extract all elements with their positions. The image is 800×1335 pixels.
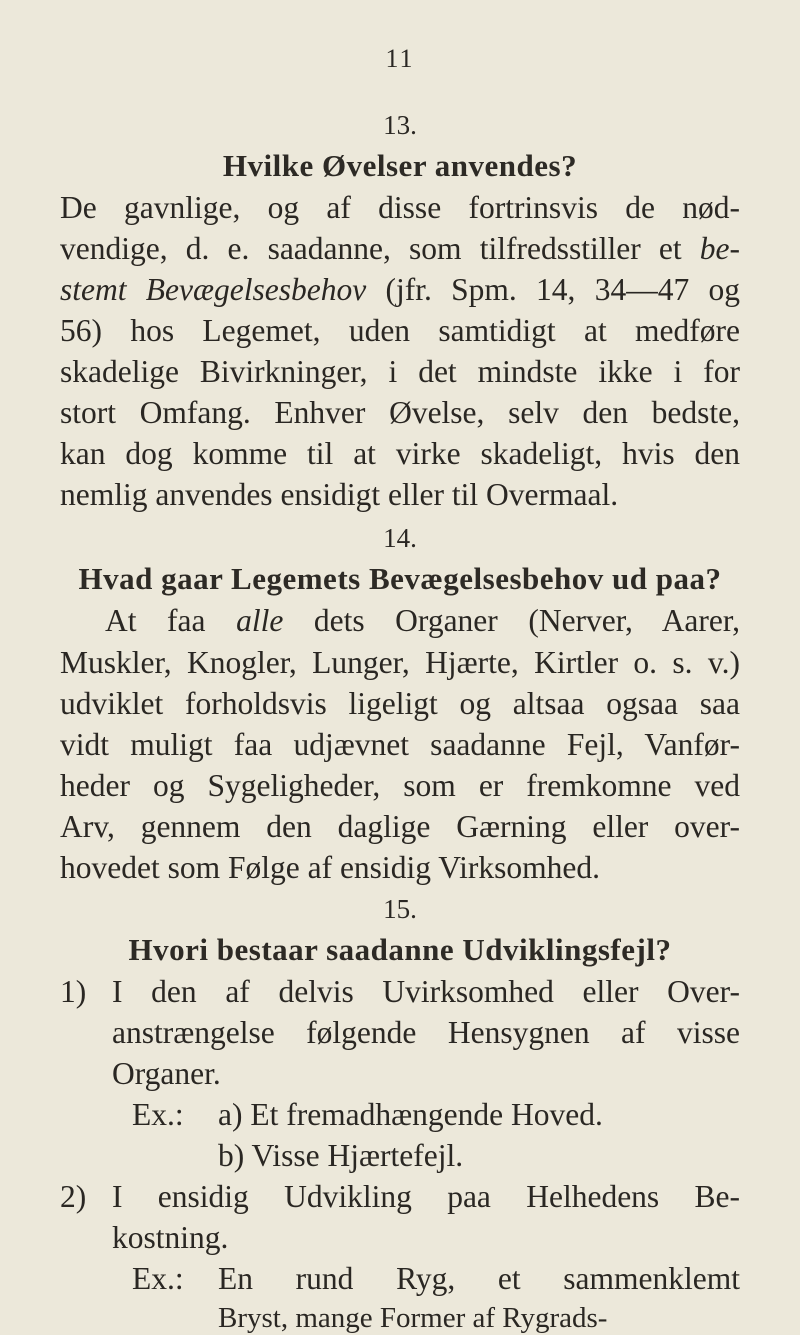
example-label: Ex.: [132,1097,184,1132]
text-line: stemt Bevægelsesbehov (jfr. Spm. 14, 34—47 og [60,272,740,307]
text-line: udviklet forholdsvis ligeligt og altsaa ogsaa saa [60,686,740,721]
list-item-text: I ensidig Udvikling paa Helhedens Be- [112,1179,740,1214]
list-item-text: Organer. [112,1056,221,1091]
text-line: stort Omfang. Enhver Øvelse, selv den bedste, [60,395,740,430]
section-number-13: 13. [383,110,417,140]
list-marker: 1) [60,974,87,1009]
list-item-text: I den af delvis Uvirksomhed eller Over- [112,974,740,1009]
text-line: Arv, gennem den daglige Gærning eller over- [60,809,740,844]
text-line: kan dog komme til at virke skadeligt, hvis den [60,436,740,471]
example-text: Bryst, mange Former af Rygrads- [218,1302,608,1334]
list-marker: 2) [60,1179,87,1214]
example-text: En rund Ryg, et sammenklemt [218,1261,740,1296]
text-line: vendige, d. e. saadanne, som tilfredsstiller et be- [60,231,740,266]
example-text: b) Visse Hjærtefejl. [218,1138,464,1173]
text-line: hovedet som Følge af ensidig Virksomhed. [60,850,600,885]
text-line: nemlig anvendes ensidigt eller til Overmaal. [60,477,619,512]
section-number-15: 15. [383,894,417,924]
section-heading-13: Hvilke Øvelser anvendes? [222,148,578,183]
text-line: heder og Sygeligheder, som er fremkomne ved [60,768,740,803]
text-line: 56) hos Legemet, uden samtidigt at medføre [60,313,740,348]
example-label: Ex.: [132,1261,184,1296]
list-item-text: anstrængelse følgende Hensygnen af visse [112,1015,740,1050]
list-item-text: kostning. [112,1220,229,1255]
section-heading-15: Hvori bestaar saadanne Udviklingsfejl? [128,932,672,967]
text-line: skadelige Bivirkninger, i det mindste ikke i for [60,354,740,389]
text-line: At faa alle dets Organer (Nerver, Aarer, [105,603,740,638]
example-text: a) Et fremadhængende Hoved. [218,1097,603,1132]
text-line: vidt muligt faa udjævnet saadanne Fejl, Vanfør- [60,727,740,762]
text-line: Muskler, Knogler, Lunger, Hjærte, Kirtler o. s. v.) [60,645,740,680]
page-number: 11 [385,44,415,73]
section-number-14: 14. [383,523,417,553]
text-line: De gavnlige, og af disse fortrinsvis de nød- [60,190,740,225]
section-heading-14: Hvad gaar Legemets Bevægelsesbehov ud paa? [78,561,722,596]
